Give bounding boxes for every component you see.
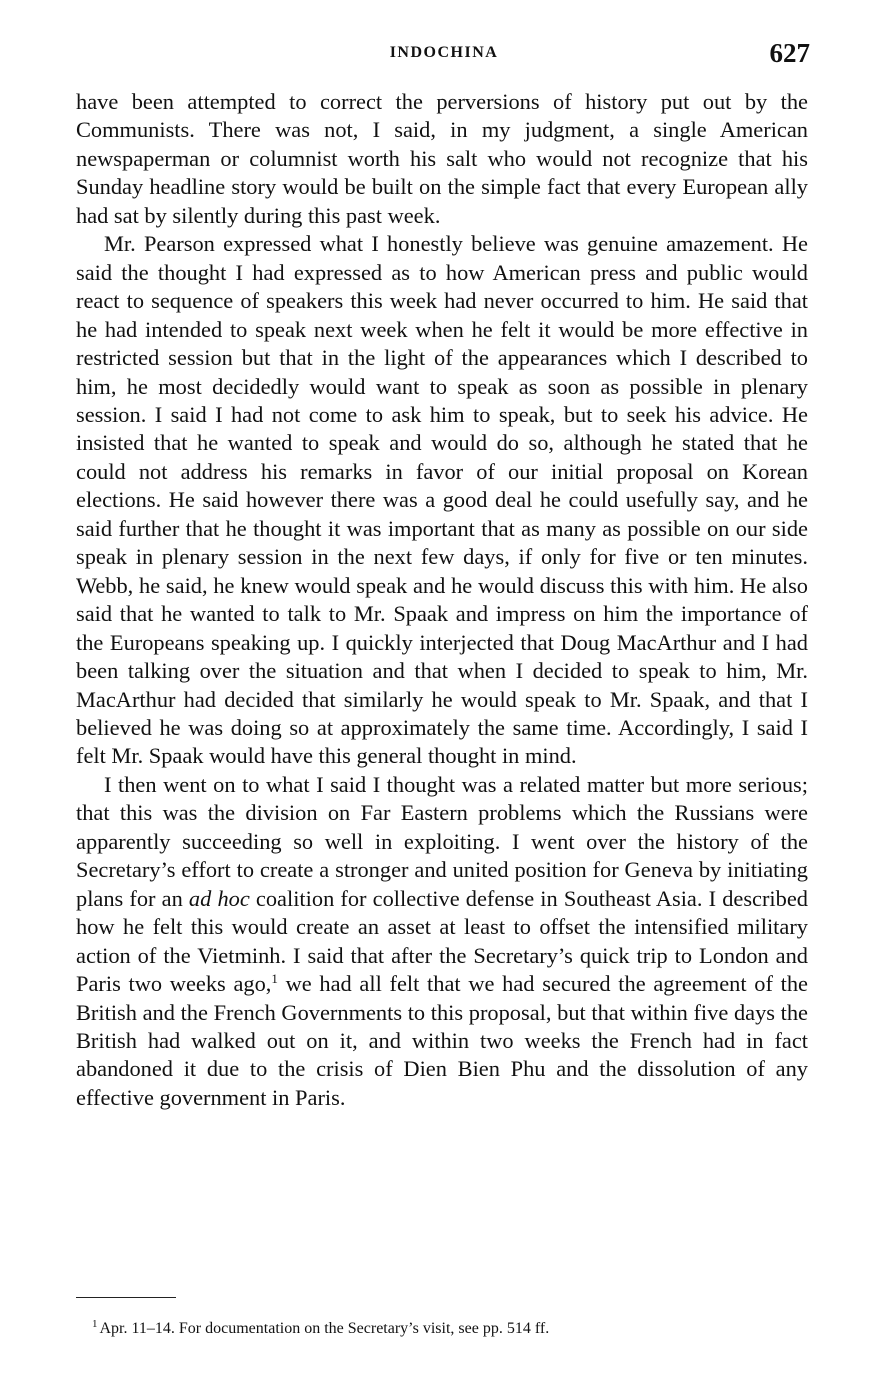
paragraph-1 [76,88,808,230]
paragraph-3-text-end: we had all felt that we had secured the agreement of the British and the French Governments to this proposal, but that within five days the British had walked out on it, and within two weeks the French had in fact abandoned it due to the crisis of Dien Bien Phu and the dissolution of any effective government in Paris. [76,971,808,1110]
paragraph-2-text: Mr. Pearson expressed what I honestly believe was genuine amazement. He said the thought I had expressed as to how American press and public would react to sequence of speakers this week had never occurred to him. He said that he had intended to speak next week when he felt it would be more effective in restricted session but that in the light of the appearances which I described to him, he most decidedly would want to speak as soon as possible in plenary session. I said I had not come to ask him to speak, but to seek his advice. He insisted that he wanted to speak and would do so, although he stated that he could not address his remarks in favor of our initial proposal on Korean elections. He said however there was a good deal he could usefully say, and he said further that he thought it was important that as many as possible on our side speak in plenary session in the next few days, if only for five or ten minutes. Webb, he said, he knew would speak and he would discuss this with him. He also said that he wanted to talk to Mr. Spaak and impress on him the importance of the Europeans speaking up. I quickly interjected that Doug MacArthur and I had been talking over the situation and that when I decided to speak to him, Mr. MacArthur had decided that similarly he would speak to Mr. Spaak, and that I believed he was doing so at approximately the same time. Accordingly, I said I felt Mr. Spaak would have this general thought in mind. [76,231,808,769]
footnote-marker: 1 [92,1318,98,1330]
running-head: INDOCHINA [389,44,499,61]
paragraph-3-text-start: I then went on to what I said I thought was a related matter but more serious; that this was the division on Far Eastern problems which the Russians were apparently succeeding so well in exploiting. I went over the history of the Secretary’s effort to create a stronger and united position for Geneva by initiating plans for an [76,771,808,911]
paragraph-3-text-middle: coalition for collective defense in Southeast Asia. I described how he felt this would create an asset at least to offset the intensified military action of the Vietminh. I said that after the Secretary’s quick trip to London and Paris two weeks ago, [76,885,808,997]
page-header [76,38,812,74]
paragraph-2 [76,230,808,771]
page-number: 627 [769,38,810,68]
footnote-text: Apr. 11–14. For documentation on the Secretary’s visit, see pp. 514 ff. [99,1320,550,1337]
footnote-reference: 1 [271,971,278,987]
paragraph-1-text: have been attempted to correct the perversions of history put out by the Communists. There was not, I said, in my judgment, a single American newspaperman or columnist worth his salt who would not recognize that his Sunday headline story would be built on the simple fact that every European ally had sat by silently during this past week. [76,89,808,228]
paragraph-3 [76,771,808,1112]
footnote-divider [76,1297,176,1298]
footnote [92,1318,812,1340]
body-text [76,88,808,1112]
italic-phrase: ad hoc [188,885,250,911]
